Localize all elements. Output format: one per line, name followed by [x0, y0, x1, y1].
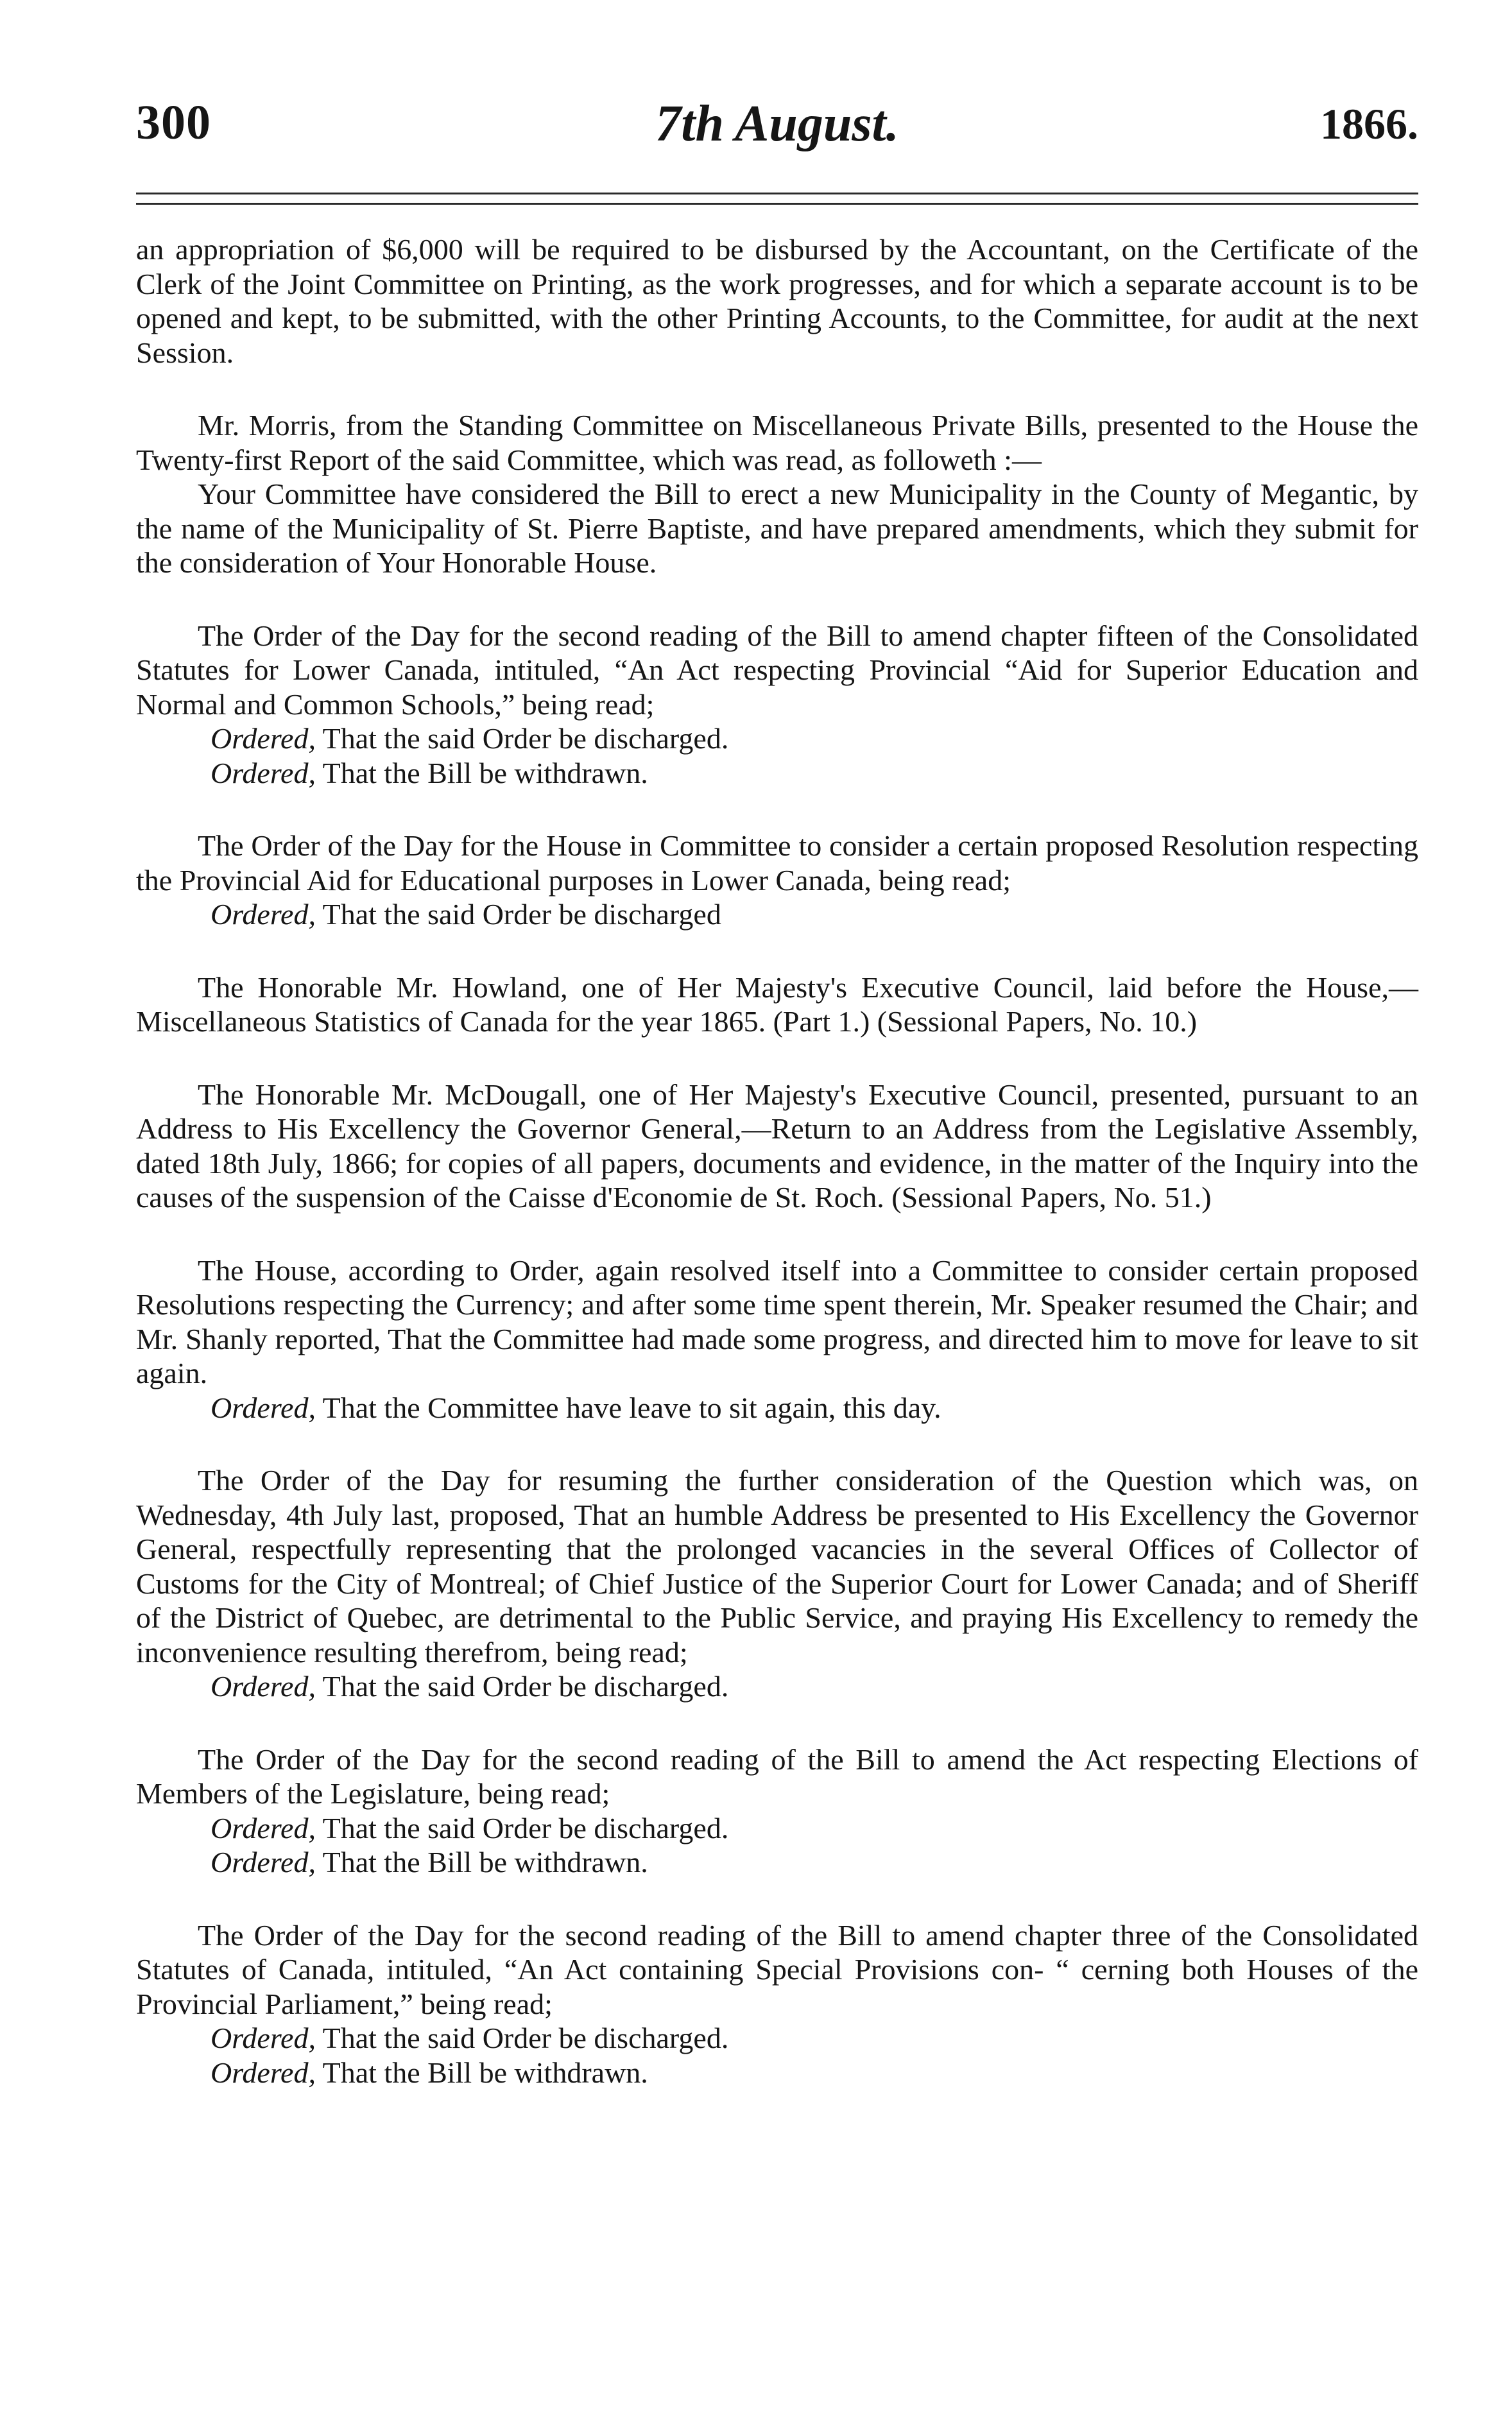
- paragraph-morris-report: Mr. Morris, from the Standing Committee on Miscellaneous Private Bills, presented to the House the Twenty-first Report of the said Committee, which was read, as followeth :—: [136, 409, 1418, 476]
- ordered-line: Ordered, That the Committee have leave to sit again, this day.: [210, 1391, 941, 1424]
- paragraph-howland: The Honorable Mr. Howland, one of Her Majesty's Executive Council, laid before the House,—Miscellaneous Statistics of Canada for the year 1865. (Part 1.) (Sessional Papers, No. 10.): [136, 970, 1418, 1038]
- ordered-line: Ordered, That the said Order be discharged.: [210, 1670, 729, 1703]
- ordered-line: Ordered, That the Bill be withdrawn.: [210, 756, 648, 789]
- paragraph-elections-bill: The Order of the Day for the second reading of the Bill to amend the Act respecting Elections of Members of the Legislature, being read;: [136, 1742, 1418, 1810]
- ordered-line: Ordered, That the said Order be discharged.: [210, 722, 729, 755]
- ordered-line: Ordered, That the said Order be discharged: [210, 898, 721, 931]
- ordered-line: Ordered, That the Bill be withdrawn.: [210, 2056, 648, 2089]
- paragraph-order-provincial-aid: The Order of the Day for the House in Committee to consider a certain proposed Resolution respecting the Provincial Aid for Educational purposes in Lower Canada, being read;: [136, 829, 1418, 897]
- paragraph-chapter-three: The Order of the Day for the second reading of the Bill to amend chapter three of the Consolidated Statutes of Canada, intituled, “An Act containing Special Provisions con- “ cerning both Houses of the Provincial Parliament,” being read;: [136, 1918, 1418, 2020]
- paragraph-currency-committee: The House, according to Order, again resolved itself into a Committee to consider certain proposed Resolutions respecting the Currency; and after some time spent therein, Mr. Speaker resumed the Chair; and Mr. Shanly reported, That the Committee had made some progress, and directed him to move for leave to sit again.: [136, 1253, 1418, 1389]
- page-number: 300: [136, 96, 211, 150]
- paragraph-order-chapter-fifteen: The Order of the Day for the second reading of the Bill to amend chapter fifteen of the Consolidated Statutes for Lower Canada, intituled, “An Act respecting Provincial “Aid for Superior Education and Normal and Common Schools,” being read;: [136, 619, 1418, 721]
- ordered-line: Ordered, That the said Order be discharged.: [210, 1811, 729, 1844]
- page-header: [136, 95, 1418, 166]
- header-rule-top: [136, 193, 1418, 194]
- ordered-line: Ordered, That the Bill be withdrawn.: [210, 1846, 648, 1878]
- paragraph-appropriation: an appropriation of $6,000 will be required to be disbursed by the Accountant, on the Certificate of the Clerk of the Joint Committee on Printing, as the work progresses, and for which a separate account is to be opened and kept, to be submitted, with the other Printing Accounts, to the Committee, for audit at the next Session.: [136, 233, 1418, 369]
- paragraph-committee-bill: Your Committee have considered the Bill to erect a new Municipality in the County of Megantic, by the name of the Municipality of St. Pierre Baptiste, and have prepared amendments, which they submit for the consideration of Your Honorable House.: [136, 477, 1418, 579]
- page-body: [136, 232, 1418, 2090]
- paragraph-mcdougall: The Honorable Mr. McDougall, one of Her Majesty's Executive Council, presented, pursuant to an Address to His Excellency the Governor General,—Return to an Address from the Legislative Assembly, dated 18th July, 1866; for copies of all papers, documents and evidence, in the matter of the Inquiry into the causes of the suspension of the Caisse d'Economie de St. Roch. (Sessional Papers, No. 51.): [136, 1078, 1418, 1214]
- header-date: 7th August.: [655, 96, 899, 152]
- paragraph-vacancies-address: The Order of the Day for resuming the further consideration of the Question which was, on Wednesday, 4th July last, proposed, That an humble Address be presented to His Excellency the Governor General, respectfully representing that the prolonged vacancies in the several Offices of Collector of Customs for the City of Montreal; of Chief Justice of the Superior Court for Lower Canada; and of Sheriff of the District of Quebec, are detrimental to the Public Service, and praying His Excellency to remedy the inconvenience resulting therefrom, being read;: [136, 1464, 1418, 1669]
- ordered-line: Ordered, That the said Order be discharged.: [210, 2022, 729, 2054]
- header-rule-bottom: [136, 203, 1418, 205]
- header-year: 1866.: [1320, 99, 1418, 148]
